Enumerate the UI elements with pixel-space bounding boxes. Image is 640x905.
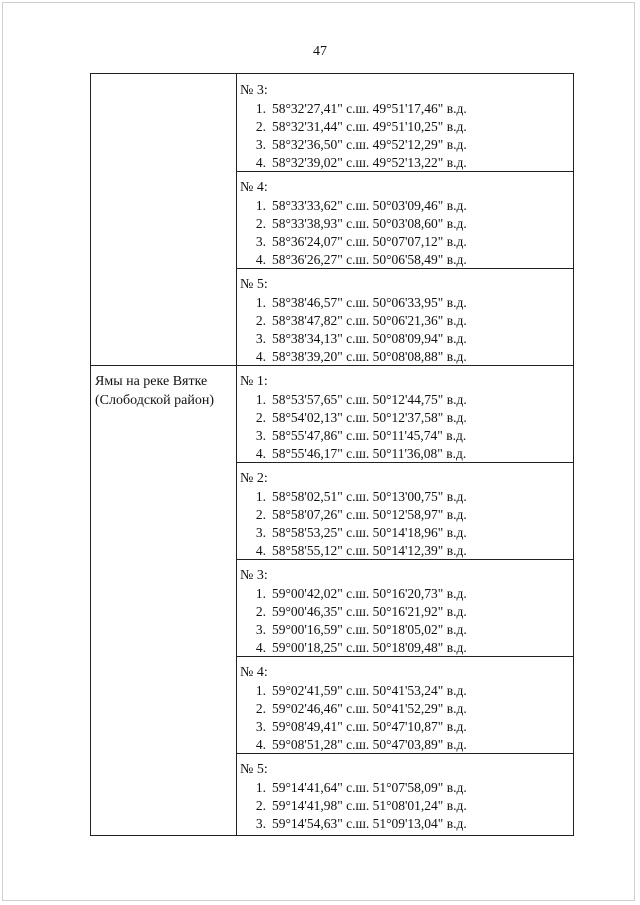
point-number: 3. [255,525,266,540]
coordinate-point [240,197,570,215]
coordinate-point [240,682,570,700]
point-coordinates: 58°32'31,44" с.ш. 49°51'10,25" в.д. [272,119,467,134]
point-number: 3. [255,234,266,249]
zone-title: № 1: [240,374,268,389]
point-coordinates: 58°36'26,27" с.ш. 50°06'58,49" в.д. [272,252,467,267]
point-number: 3. [255,428,266,443]
point-number: 1. [255,489,266,504]
coordinate-point [240,100,570,118]
zone-cell [240,470,570,560]
point-number: 4. [255,155,266,170]
point-number: 4. [255,640,266,655]
coordinate-point [240,348,570,366]
point-coordinates: 58°36'24,07" с.ш. 50°07'07,12" в.д. [272,234,467,249]
point-number: 2. [255,507,266,522]
coordinate-point [240,488,570,506]
coordinate-point [240,427,570,445]
row-divider [236,268,573,269]
point-coordinates: 58°33'38,93" с.ш. 50°03'08,60" в.д. [272,216,467,231]
point-coordinates: 58°58'55,12" с.ш. 50°14'12,39" в.д. [272,543,467,558]
point-coordinates: 59°08'51,28" с.ш. 50°47'03,89" в.д. [272,737,467,752]
point-number: 2. [255,798,266,813]
coordinate-point [240,391,570,409]
point-number: 3. [255,622,266,637]
coordinate-point [240,639,570,657]
point-number: 1. [255,295,266,310]
point-coordinates: 58°58'07,26" с.ш. 50°12'58,97" в.д. [272,507,467,522]
coordinate-point [240,585,570,603]
row-divider [236,462,573,463]
coordinate-point [240,815,570,833]
zone-title: № 5: [240,762,268,777]
point-number: 3. [255,331,266,346]
coordinate-point [240,330,570,348]
row-divider [236,171,573,172]
point-coordinates: 59°00'18,25" с.ш. 50°18'09,48" в.д. [272,640,467,655]
point-number: 2. [255,313,266,328]
point-number: 4. [255,252,266,267]
coordinate-point [240,215,570,233]
coordinate-point [240,736,570,754]
point-coordinates: 58°32'27,41" с.ш. 49°51'17,46" в.д. [272,101,467,116]
zone-cell [240,82,570,172]
row-divider [236,753,573,754]
coordinate-point [240,621,570,639]
point-number: 1. [255,683,266,698]
zone-cell [240,373,570,463]
point-coordinates: 59°00'16,59" с.ш. 50°18'05,02" в.д. [272,622,467,637]
coordinate-point [240,312,570,330]
zone-cell [240,567,570,657]
point-number: 1. [255,101,266,116]
point-number: 1. [255,586,266,601]
site-name-line: (Слободской район) [95,393,214,408]
point-coordinates: 58°53'57,65" с.ш. 50°12'44,75" в.д. [272,392,467,407]
point-coordinates: 58°58'53,25" с.ш. 50°14'18,96" в.д. [272,525,467,540]
column-divider [236,74,237,835]
point-coordinates: 59°14'54,63" с.ш. 51°09'13,04" в.д. [272,816,467,831]
zone-title: № 2: [240,471,268,486]
point-number: 4. [255,737,266,752]
point-number: 4. [255,446,266,461]
point-number: 2. [255,604,266,619]
coordinate-point [240,118,570,136]
coordinate-point [240,154,570,172]
zone-title: № 3: [240,568,268,583]
point-coordinates: 58°38'46,57" с.ш. 50°06'33,95" в.д. [272,295,467,310]
coordinate-point [240,700,570,718]
coordinate-point [240,542,570,560]
point-coordinates: 59°14'41,64" с.ш. 51°07'58,09" в.д. [272,780,467,795]
point-number: 4. [255,543,266,558]
point-number: 2. [255,701,266,716]
coordinate-point [240,718,570,736]
coordinate-point [240,233,570,251]
point-number: 4. [255,349,266,364]
point-number: 3. [255,816,266,831]
point-number: 1. [255,198,266,213]
point-coordinates: 59°00'42,02" с.ш. 50°16'20,73" в.д. [272,586,467,601]
coordinate-point [240,445,570,463]
point-number: 2. [255,216,266,231]
row-divider [236,559,573,560]
point-coordinates: 59°08'49,41" с.ш. 50°47'10,87" в.д. [272,719,467,734]
coordinate-point [240,797,570,815]
point-coordinates: 58°32'39,02" с.ш. 49°52'13,22" в.д. [272,155,467,170]
zone-title: № 4: [240,665,268,680]
point-coordinates: 58°54'02,13" с.ш. 50°12'37,58" в.д. [272,410,467,425]
zone-title: № 3: [240,83,268,98]
coordinate-point [240,251,570,269]
point-coordinates: 58°38'47,82" с.ш. 50°06'21,36" в.д. [272,313,467,328]
point-number: 2. [255,119,266,134]
row-divider [91,365,573,366]
zone-title: № 5: [240,277,268,292]
zone-cell [240,179,570,269]
zone-cell [240,761,570,833]
point-coordinates: 58°58'02,51" с.ш. 50°13'00,75" в.д. [272,489,467,504]
point-coordinates: 58°32'36,50" с.ш. 49°52'12,29" в.д. [272,137,467,152]
zone-cell [240,276,570,366]
point-number: 3. [255,137,266,152]
point-coordinates: 58°38'39,20" с.ш. 50°08'08,88" в.д. [272,349,467,364]
point-coordinates: 58°33'33,62" с.ш. 50°03'09,46" в.д. [272,198,467,213]
point-number: 1. [255,392,266,407]
coordinate-point [240,779,570,797]
coordinate-point [240,524,570,542]
point-coordinates: 58°55'46,17" с.ш. 50°11'36,08" в.д. [272,446,467,461]
row-divider [236,656,573,657]
coordinates-table [90,73,574,836]
coordinate-point [240,506,570,524]
point-coordinates: 58°55'47,86" с.ш. 50°11'45,74" в.д. [272,428,467,443]
point-coordinates: 58°38'34,13" с.ш. 50°08'09,94" в.д. [272,331,467,346]
point-coordinates: 59°00'46,35" с.ш. 50°16'21,92" в.д. [272,604,467,619]
coordinate-point [240,136,570,154]
point-coordinates: 59°02'46,46" с.ш. 50°41'52,29" в.д. [272,701,467,716]
coordinate-point [240,294,570,312]
page-number: 47 [313,44,327,59]
zone-title: № 4: [240,180,268,195]
point-number: 1. [255,780,266,795]
point-number: 2. [255,410,266,425]
point-coordinates: 59°02'41,59" с.ш. 50°41'53,24" в.д. [272,683,467,698]
coordinate-point [240,603,570,621]
coordinate-point [240,409,570,427]
point-number: 3. [255,719,266,734]
site-name-line: Ямы на реке Вятке [95,374,208,389]
site-name [95,372,233,410]
zone-cell [240,664,570,754]
point-coordinates: 59°14'41,98" с.ш. 51°08'01,24" в.д. [272,798,467,813]
